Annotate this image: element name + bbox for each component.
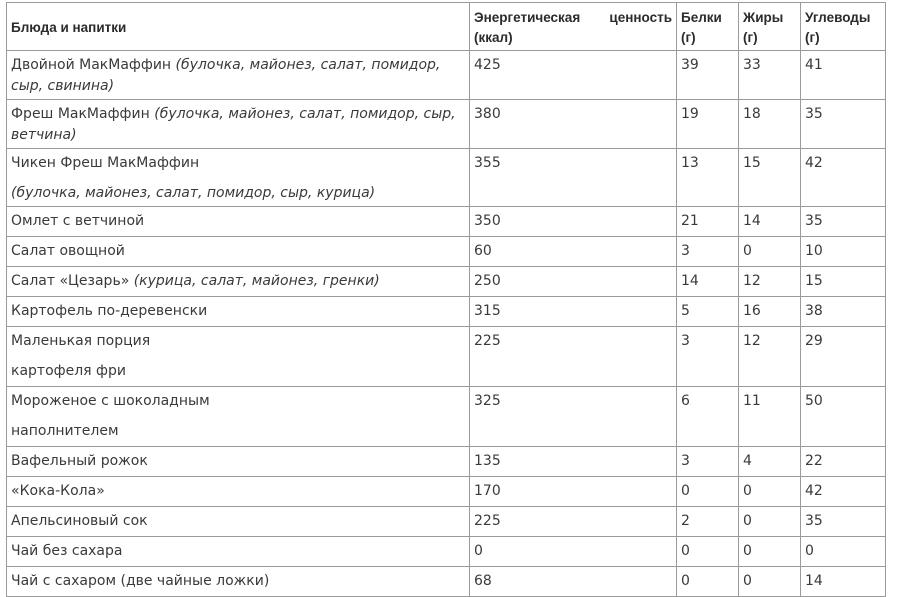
dish-name: «Кока-Кола» <box>7 477 470 507</box>
table-row <box>7 567 886 597</box>
table-row <box>7 447 886 477</box>
table-row <box>7 537 886 567</box>
dish-name-cell <box>7 100 470 149</box>
table-row <box>7 100 886 149</box>
carbs-cell: 10 <box>801 237 886 267</box>
header-energy <box>470 3 677 51</box>
protein-cell: 6 <box>677 387 739 447</box>
fat-cell: 16 <box>739 297 801 327</box>
header-protein-unit: (г) <box>681 30 696 45</box>
nutrition-table <box>6 2 886 597</box>
dish-name: Омлет с ветчиной <box>7 207 470 237</box>
dish-name: Салат овощной <box>7 237 470 267</box>
protein-cell: 39 <box>677 51 739 100</box>
dish-name: Вафельный рожок <box>7 447 470 477</box>
table-row <box>7 327 886 387</box>
header-carbs-label: Углеводы <box>805 10 871 25</box>
kcal-cell: 225 <box>470 327 677 387</box>
dish-name: Салат «Цезарь» <box>11 273 130 289</box>
carbs-cell: 50 <box>801 387 886 447</box>
table-row <box>7 267 886 297</box>
carbs-cell: 22 <box>801 447 886 477</box>
protein-cell: 5 <box>677 297 739 327</box>
kcal-cell: 355 <box>470 149 677 207</box>
dish-ingredients: (булочка, майонез, салат, помидор, сыр, свинина) <box>11 57 441 94</box>
table-row <box>7 237 886 267</box>
carbs-cell: 14 <box>801 567 886 597</box>
protein-cell: 14 <box>677 267 739 297</box>
header-fat <box>739 3 801 51</box>
fat-cell: 0 <box>739 507 801 537</box>
protein-cell: 0 <box>677 477 739 507</box>
protein-cell: 3 <box>677 447 739 477</box>
table-row <box>7 507 886 537</box>
table-row <box>7 207 886 237</box>
dish-name-cell <box>7 51 470 100</box>
kcal-cell: 325 <box>470 387 677 447</box>
carbs-cell: 41 <box>801 51 886 100</box>
header-fat-unit: (г) <box>743 30 758 45</box>
header-fat-label: Жиры <box>743 10 784 25</box>
table-row <box>7 149 886 207</box>
dish-name: Фреш МакМаффин <box>11 106 150 122</box>
dish-ingredients: (булочка, майонез, салат, помидор, сыр, курица) <box>11 185 376 201</box>
table-row <box>7 387 886 447</box>
kcal-cell: 425 <box>470 51 677 100</box>
protein-cell: 0 <box>677 567 739 597</box>
fat-cell: 0 <box>739 237 801 267</box>
dish-ingredients: (курица, салат, майонез, гренки) <box>133 273 380 289</box>
protein-cell: 21 <box>677 207 739 237</box>
kcal-cell: 350 <box>470 207 677 237</box>
dish-name: Двойной МакМаффин <box>11 57 172 73</box>
kcal-cell: 68 <box>470 567 677 597</box>
dish-name-cell <box>7 267 470 297</box>
protein-cell: 19 <box>677 100 739 149</box>
protein-cell: 0 <box>677 537 739 567</box>
fat-cell: 33 <box>739 51 801 100</box>
carbs-cell: 0 <box>801 537 886 567</box>
carbs-cell: 42 <box>801 477 886 507</box>
kcal-cell: 170 <box>470 477 677 507</box>
kcal-cell: 225 <box>470 507 677 537</box>
table-header-row <box>7 3 886 51</box>
protein-cell: 2 <box>677 507 739 537</box>
kcal-cell: 0 <box>470 537 677 567</box>
kcal-cell: 380 <box>470 100 677 149</box>
carbs-cell: 15 <box>801 267 886 297</box>
dish-name: Чикен Фреш МакМаффин <box>11 155 200 171</box>
fat-cell: 12 <box>739 327 801 387</box>
carbs-cell: 35 <box>801 207 886 237</box>
fat-cell: 4 <box>739 447 801 477</box>
header-carbs-unit: (г) <box>805 30 820 45</box>
header-energy-unit: (ккал) <box>474 30 513 45</box>
carbs-cell: 35 <box>801 100 886 149</box>
dish-name-cell <box>7 149 470 207</box>
dish-ingredients: (булочка, майонез, салат, помидор, сыр, ветчина) <box>11 106 456 143</box>
fat-cell: 11 <box>739 387 801 447</box>
kcal-cell: 315 <box>470 297 677 327</box>
fat-cell: 0 <box>739 567 801 597</box>
header-name: Блюда и напитки <box>7 3 470 51</box>
carbs-cell: 35 <box>801 507 886 537</box>
fat-cell: 14 <box>739 207 801 237</box>
kcal-cell: 250 <box>470 267 677 297</box>
kcal-cell: 135 <box>470 447 677 477</box>
fat-cell: 0 <box>739 477 801 507</box>
fat-cell: 12 <box>739 267 801 297</box>
table-row <box>7 477 886 507</box>
carbs-cell: 38 <box>801 297 886 327</box>
fat-cell: 15 <box>739 149 801 207</box>
header-protein-label: Белки <box>681 10 722 25</box>
fat-cell: 18 <box>739 100 801 149</box>
dish-name-line1: Мороженое с шоколадным <box>11 393 210 409</box>
dish-name-line1: Маленькая порция <box>11 333 151 349</box>
protein-cell: 13 <box>677 149 739 207</box>
table-row <box>7 297 886 327</box>
protein-cell: 3 <box>677 237 739 267</box>
carbs-cell: 42 <box>801 149 886 207</box>
carbs-cell: 29 <box>801 327 886 387</box>
header-energy-word1: Энергетическая <box>474 10 581 25</box>
header-energy-word2: ценность <box>609 10 672 25</box>
dish-name: Чай без сахара <box>7 537 470 567</box>
protein-cell: 3 <box>677 327 739 387</box>
kcal-cell: 60 <box>470 237 677 267</box>
fat-cell: 0 <box>739 537 801 567</box>
header-carbs <box>801 3 886 51</box>
dish-name-cell <box>7 387 470 447</box>
dish-name-cell <box>7 327 470 387</box>
dish-name-line2: картофеля фри <box>11 363 127 379</box>
dish-name-line2: наполнителем <box>11 423 119 439</box>
header-protein <box>677 3 739 51</box>
dish-name: Чай с сахаром (две чайные ложки) <box>7 567 470 597</box>
table-row <box>7 51 886 100</box>
dish-name: Картофель по-деревенски <box>7 297 470 327</box>
dish-name: Апельсиновый сок <box>7 507 470 537</box>
